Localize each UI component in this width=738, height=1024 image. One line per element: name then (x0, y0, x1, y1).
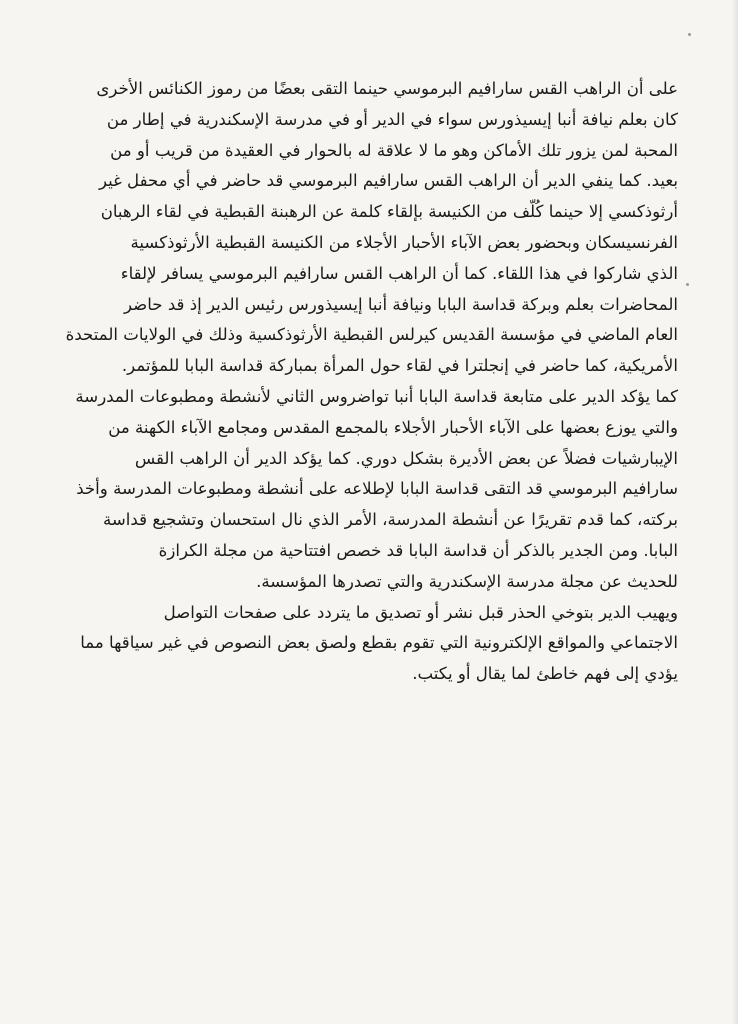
text-line: الفرنسيسكان وبحضور بعض الآباء الأحبار الأجلاء من الكنيسة القبطية الأرثوذكسية (130, 232, 678, 252)
text-line: الإيبارشيات فضلاً عن بعض الأديرة بشكل دوري. كما يؤكد الدير أن الراهب القس (134, 448, 678, 468)
scan-speck (686, 283, 689, 286)
paragraph-2 (64, 382, 678, 598)
text-line: والتي يوزع بعضها على الآباء الأحبار الأجلاء بالمجمع المقدس ومجامع الآباء الكهنة من (108, 417, 678, 437)
paragraph-3 (64, 598, 678, 690)
text-line: الأمريكية، كما حاضر في إنجلترا في لقاء حول المرأة بمباركة قداسة البابا للمؤتمر. (121, 356, 678, 376)
text-line: الذي شاركوا في هذا اللقاء. كما أن الراهب القس سارافيم البرموسي يسافر لإلقاء (120, 263, 678, 283)
text-line: يؤدي إلى فهم خاطئ لما يقال أو يكتب. (412, 664, 678, 684)
text-line: للحديث عن مجلة مدرسة الإسكندرية والتي تصدرها المؤسسة. (256, 571, 678, 591)
text-line: كما يؤكد الدير على متابعة قداسة البابا أنبا تواضروس الثاني لأنشطة ومطبوعات المدرسة (75, 386, 678, 406)
text-line: البابا. ومن الجدير بالذكر أن قداسة البابا قد خصص افتتاحية من مجلة الكرازة (158, 540, 678, 560)
scan-edge-shadow (732, 0, 738, 1024)
text-line: العام الماضي في مؤسسة القديس كيرلس القبطية الأرثوذكسية وذلك في الولايات المتحدة (65, 325, 678, 345)
text-line: ويهيب الدير بتوخي الحذر قبل نشر أو تصديق ما يتردد على صفحات التواصل (163, 602, 678, 622)
text-line: المحاضرات بعلم وبركة قداسة البابا ونيافة أنبا إيسيذورس رئيس الدير إذ قد حاضر (124, 294, 678, 314)
text-line: بعيد. كما ينفي الدير أن الراهب القس سارافيم البرموسي قد حاضر في أي محفل غير (98, 171, 678, 191)
text-line: بركته، كما قدم تقريرًا عن أنشطة المدرسة، الأمر الذي نال استحسان وتشجيع قداسة (103, 510, 678, 530)
text-line: على أن الراهب القس سارافيم البرموسي حينما التقى بعضًا من رموز الكنائس الأخرى (96, 79, 678, 98)
document-body (64, 74, 678, 690)
text-line: سارافيم البرموسي قد التقى قداسة البابا لإطلاعه على أنشطة ومطبوعات المدرسة وأخذ (76, 479, 678, 499)
text-line: أرثوذكسي إلا حينما كُلّف من الكنيسة بإلقاء كلمة عن الرهبنة القبطية في لقاء الرهبان (100, 202, 678, 222)
paragraph-1 (64, 74, 678, 382)
scan-speck (688, 33, 691, 36)
text-line: الاجتماعي والمواقع الإلكترونية التي تقوم بقطع ولصق بعض النصوص في غير سياقها مما (80, 633, 678, 653)
text-line: كان بعلم نيافة أنبا إيسيذورس سواء في الدير أو في مدرسة الإسكندرية في إطار من (106, 109, 678, 129)
text-line: المحبة لمن يزور تلك الأماكن وهو ما لا علاقة له بالحوار في العقيدة من قريب أو من (110, 140, 678, 160)
